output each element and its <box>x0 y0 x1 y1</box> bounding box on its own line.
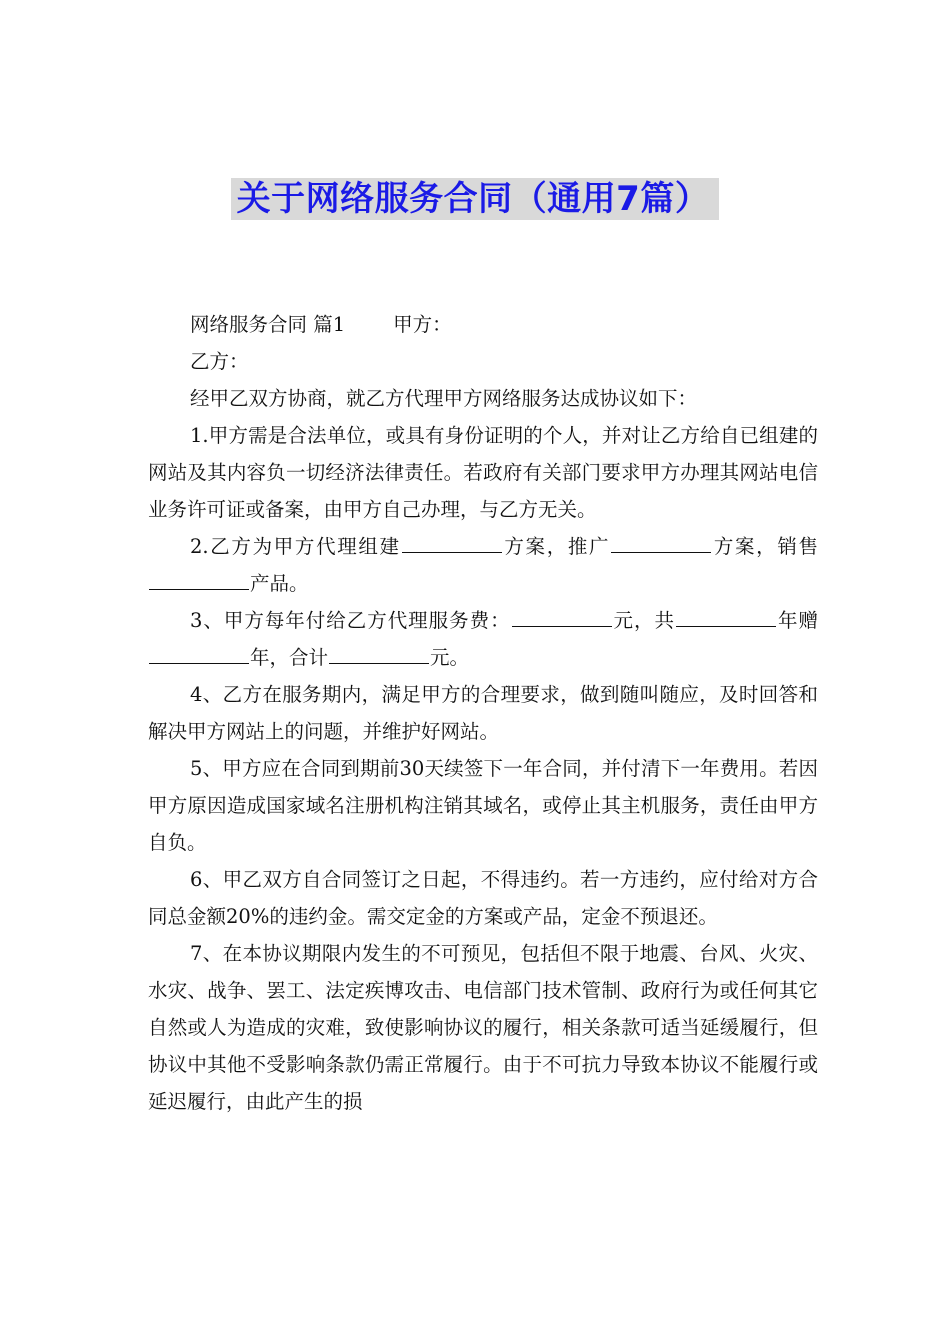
section-heading: 网络服务合同 篇1 <box>190 313 346 336</box>
blank-line <box>512 604 612 627</box>
document-title: 关于网络服务合同（通用7篇） <box>231 178 720 220</box>
intro-paragraph: 经甲乙双方协商，就乙方代理甲方网络服务达成协议如下： <box>190 387 698 410</box>
party-b-line <box>148 343 818 380</box>
title-wrapper <box>0 178 950 220</box>
clause-4: 4、乙方在服务期内，满足甲方的合理要求，做到随叫随应，及时回答和解决甲方网站上的问题，并维护好网站。 <box>148 683 818 743</box>
blank-line <box>329 641 429 664</box>
clause-3: 3、甲方每年付给乙方代理服务费： 元，共 年赠年，合计 元。 <box>148 602 818 676</box>
clause-5: 5、甲方应在合同到期前30天续签下一年合同，并付清下一年费用。若因甲方原因造成国家域名注册机构注销其域名，或停止其主机服务，责任由甲方自负。 <box>148 757 818 854</box>
document-body <box>148 306 818 1120</box>
blank-line <box>611 530 711 553</box>
party-a-label: 甲方： <box>393 313 452 336</box>
blank-line <box>676 604 776 627</box>
clause-2: 2.乙方为甲方代理组建 方案，推广 方案，销售产品。 <box>148 528 818 602</box>
blank-line <box>149 567 249 590</box>
clause-6: 6、甲乙双方自合同签订之日起，不得违约。若一方违约，应付给对方合同总金额20%的违约金。需交定金的方案或产品，定金不预退还。 <box>148 868 818 928</box>
party-b-label: 乙方： <box>190 350 249 373</box>
section-heading-line <box>148 306 818 343</box>
blank-line <box>402 530 502 553</box>
blank-line <box>149 641 249 664</box>
clause-1: 1.甲方需是合法单位，或具有身份证明的个人，并对让乙方给自已组建的网站及其内容负一切经济法律责任。若政府有关部门要求甲方办理其网站电信业务许可证或备案，由甲方自己办理，与乙方无关。 <box>148 424 818 521</box>
clause-7: 7、在本协议期限内发生的不可预见，包括但不限于地震、台风、火灾、水灾、战争、罢工、法定疾博攻击、电信部门技术管制、政府行为或任何其它自然或人为造成的灾难，致使影响协议的履行，相关条款可适当延缓履行，但协议中其他不受影响条款仍需正常履行。由于不可抗力导致本协议不能履行或延迟履行，由此产生的损 <box>148 942 818 1113</box>
